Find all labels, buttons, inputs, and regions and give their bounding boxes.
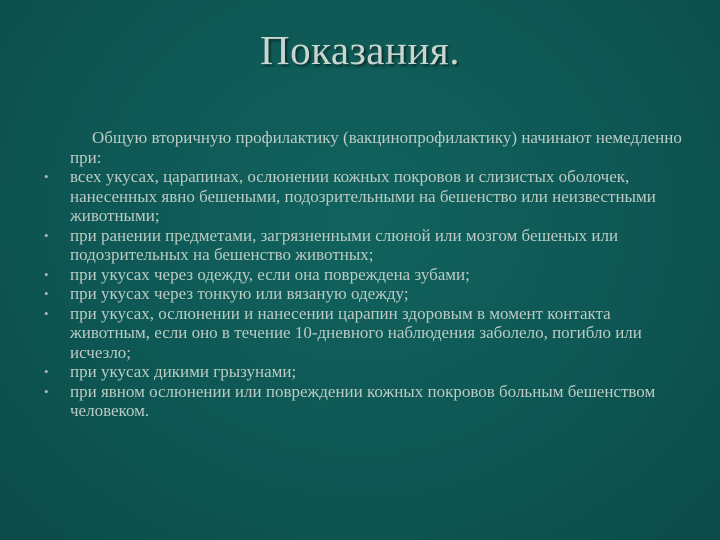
list-item xyxy=(44,362,684,382)
intro-paragraph: Общую вторичную профилактику (вакцинопрофилактику) начинают немедленно при: xyxy=(70,128,682,167)
list-item xyxy=(44,265,684,285)
slide-title: Показания. xyxy=(260,27,460,73)
bullet-icon: • xyxy=(44,286,49,301)
list-item-text: при укусах дикими грызунами; xyxy=(70,362,297,381)
list-item xyxy=(44,304,684,363)
list-item xyxy=(44,226,684,265)
indications-list xyxy=(44,167,684,421)
bullet-icon: • xyxy=(44,305,49,321)
list-item-text: при явном ослюнении или повреждении кожных покровов больным бешенством человеком. xyxy=(70,381,656,420)
bullet-icon: • xyxy=(44,383,49,399)
bullet-icon: • xyxy=(44,266,49,282)
list-item-text: при укусах через одежду, если она повреждена зубами; xyxy=(70,264,470,284)
bullet-icon: • xyxy=(44,364,49,379)
bullet-icon: • xyxy=(44,169,49,184)
list-item-text: всех укусах, царапинах, ослюнении кожных покровов и слизистых оболочек, нанесенных явно бешеными, подозрительными на бешенство или неизвестными животными; xyxy=(70,167,656,225)
slide-body xyxy=(44,128,684,421)
list-item-text: при укусах через тонкую или вязаную одежду; xyxy=(70,284,409,303)
bullet-icon: • xyxy=(44,227,49,243)
list-item-text: при укусах, ослюнении и нанесении царапин здоровым в момент контакта животным, если оно в течение 10-дневного наблюдения заболело, погибло или исчезло; xyxy=(70,303,642,362)
list-item-text: при ранении предметами, загрязненными слюной или мозгом бешеных или подозрительных на бешенство животных; xyxy=(70,225,619,264)
list-item xyxy=(44,382,684,421)
list-item xyxy=(44,167,684,226)
list-item xyxy=(44,284,684,304)
